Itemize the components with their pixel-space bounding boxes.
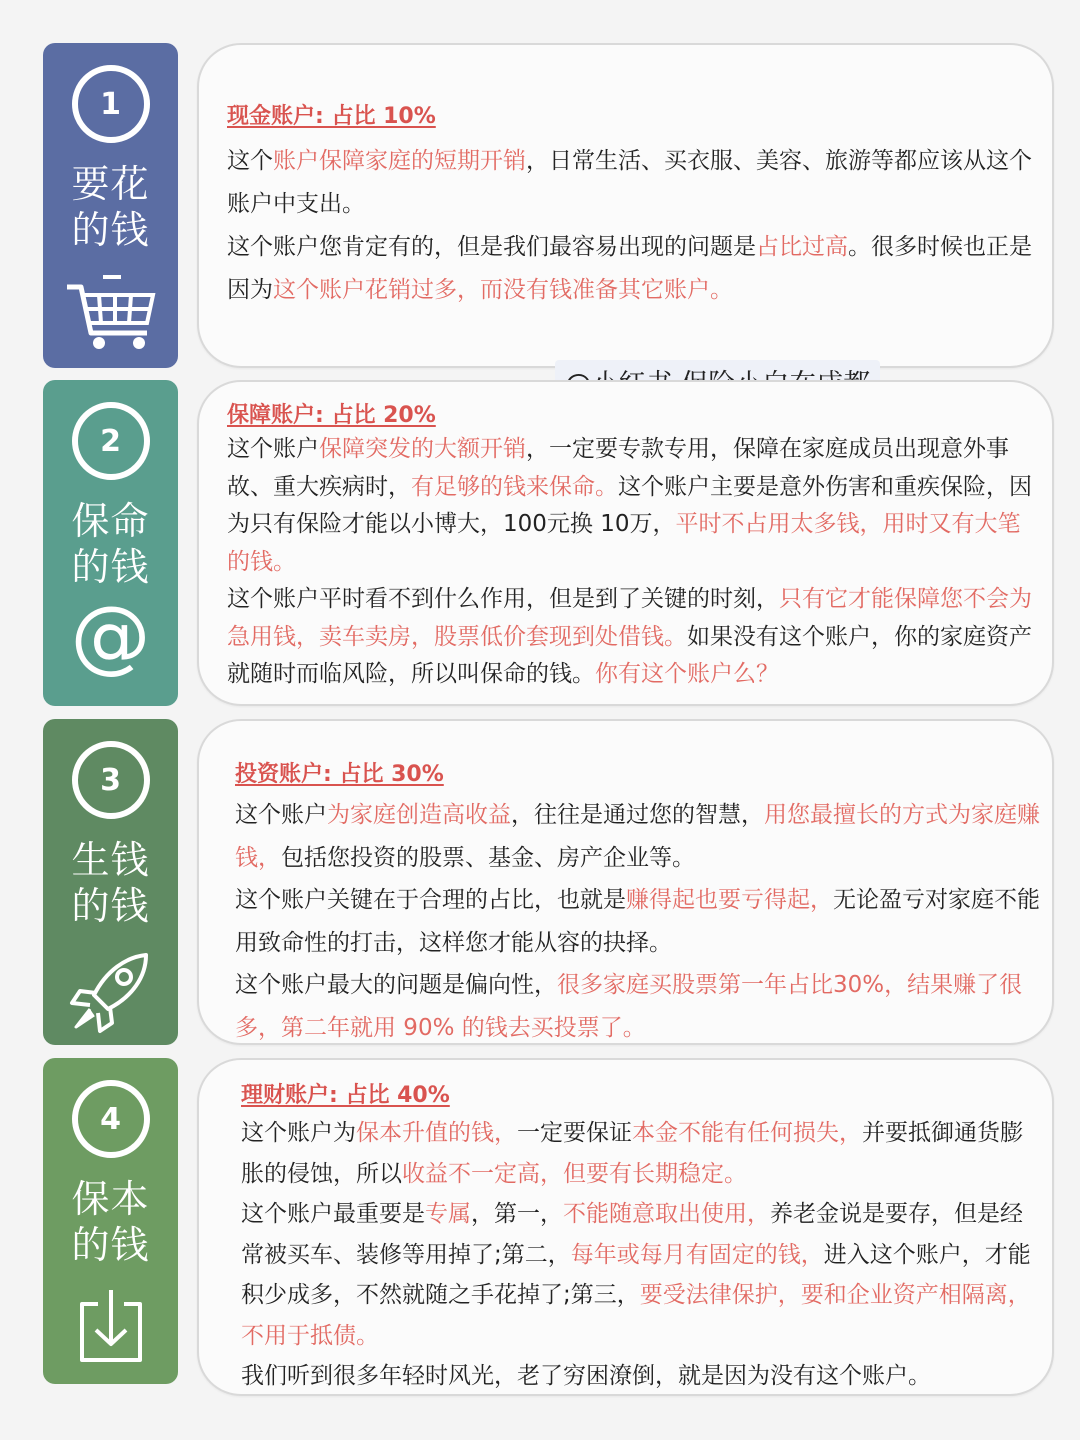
card-body [235, 794, 1042, 1049]
card-paragraph [235, 794, 1042, 879]
card-paragraph [235, 879, 1042, 964]
highlight-text: 赚得起也要亏得起， [626, 887, 833, 913]
highlight-text: 有足够的钱来保命。 [411, 473, 618, 500]
card-paragraph [227, 140, 1042, 226]
section-1-sidebar [43, 43, 178, 368]
body-text: 这个账户最重要是 [241, 1201, 425, 1227]
highlight-text: 为家庭创造高收益 [327, 802, 511, 828]
highlight-text: 只有它才能保障您不会为急用钱，卖车卖房，股票低价套现到处借钱。 [227, 586, 1032, 650]
section-1-card [197, 43, 1054, 368]
body-text: 如果没有这个账户，你的家庭资产就随时而临风险，所以叫保命的钱。 [227, 623, 1032, 687]
body-text: 这个账户平时看不到什么作用，但是到了关键的时刻， [227, 586, 779, 612]
highlight-text: 你有这个账户么？ [595, 661, 779, 687]
body-text: 养老金说是要存，但是经常被买车、装修等用掉了;第二， [241, 1201, 1023, 1268]
section-4-sidebar [43, 1058, 178, 1384]
highlight-text: 要受法律保护，要和企业资产相隔离，不用于抵债。 [241, 1282, 1031, 1349]
rocket-icon [66, 947, 156, 1041]
card-paragraph [241, 1356, 1042, 1397]
card-paragraph [235, 964, 1042, 1049]
highlight-text: 每年或每月有固定的钱， [570, 1241, 824, 1268]
body-text: 这个账户 [235, 802, 327, 828]
body-text: ，往往是通过您的智慧， [511, 802, 764, 828]
section-3-card [197, 719, 1054, 1045]
card-body [227, 140, 1042, 312]
body-text: 这个账户您肯定有的，但是我们最容易出现的问题是 [227, 234, 756, 260]
body-text: 这个账户最大的问题是偏向性， [235, 972, 557, 998]
body-text: 这个账户关键在于合理的占比，也就是 [235, 887, 626, 913]
section-number: 4 [72, 1080, 150, 1158]
card-paragraph [227, 431, 1042, 581]
highlight-text: 不能随意取出使用， [563, 1201, 770, 1227]
card-title: 理财账户: 占比 40% [241, 1083, 450, 1108]
shopping-cart-icon [63, 271, 159, 357]
section-label: 生钱 的钱 [71, 838, 150, 928]
body-text: ，一定要专款专用，保障在家庭成员出现意外事故、重大疾病时， [227, 436, 1009, 500]
card-paragraph [227, 581, 1042, 694]
section-4-card [197, 1058, 1054, 1396]
section-label: 要花 的钱 [71, 162, 150, 252]
section-label: 保命 的钱 [71, 499, 150, 589]
body-text: 这个 [227, 148, 273, 174]
highlight-text: 保本升值的钱， [356, 1120, 517, 1146]
section-2-sidebar [43, 380, 178, 706]
highlight-text: 很多家庭买股票第一年占比30%，结果赚了很多，第二年就用 90% 的钱去买投票了。 [235, 972, 1023, 1041]
highlight-text: 平时不占用太多钱，用时又有大笔的钱。 [227, 511, 1021, 575]
body-text: 包括您投资的股票、基金、房产企业等。 [281, 844, 695, 871]
body-text: 我们听到很多年轻时风光，老了穷困潦倒，就是因为没有这个账户。 [241, 1363, 931, 1389]
highlight-text: 占比过高 [756, 234, 848, 260]
section-label: 保本 的钱 [71, 1177, 150, 1267]
body-text: 一定要保证 [517, 1120, 632, 1146]
highlight-text: 账户保障家庭的短期开销 [273, 148, 526, 174]
card-paragraph [241, 1113, 1042, 1194]
card-body [241, 1113, 1042, 1397]
card-title: 投资账户: 占比 30% [235, 762, 444, 787]
body-text: 这个账户为 [241, 1120, 356, 1146]
card-title: 现金账户: 占比 10% [227, 104, 436, 129]
body-text: ，日常生活、买衣服、美容、旅游等都应该从这个账户中支出。 [227, 148, 1032, 217]
body-text: 这个账户 [227, 436, 319, 462]
body-text: 进入这个账户，才能积少成多，不然就随之手花掉了;第三， [241, 1241, 1031, 1308]
section-2-card [197, 380, 1054, 706]
body-text: 无论盈亏对家庭不能用致命性的打击，这样您才能从容的抉择。 [235, 887, 1040, 956]
section-number: 3 [72, 741, 150, 819]
download-box-icon [76, 1286, 146, 1370]
body-text: ，第一， [471, 1201, 563, 1227]
body-text: 这个账户主要是意外伤害和重疾保险，因为只有保险才能以小博大，100元换 10万， [227, 473, 1032, 537]
body-text: 并要抵御通货膨胀的侵蚀，所以 [241, 1120, 1023, 1187]
section-number: 2 [72, 402, 150, 480]
section-number: 1 [72, 65, 150, 143]
card-paragraph [227, 226, 1042, 312]
highlight-text: 用您最擅长的方式为家庭赚钱， [235, 802, 1040, 871]
highlight-text: 保障突发的大额开销 [319, 436, 526, 462]
body-text: 。很多时候也正是因为 [227, 234, 1032, 303]
card-title: 保障账户: 占比 20% [227, 403, 436, 428]
section-3-sidebar [43, 719, 178, 1045]
highlight-text: 专属 [425, 1201, 471, 1227]
card-paragraph [241, 1194, 1042, 1356]
card-body [227, 431, 1042, 694]
highlight-text: 本金不能有任何损失， [632, 1120, 862, 1146]
highlight-text: 收益不一定高，但要有长期稳定。 [402, 1160, 747, 1187]
at-sign-icon: @ [70, 589, 151, 682]
highlight-text: 这个账户花销过多，而没有钱准备其它账户。 [273, 277, 733, 303]
